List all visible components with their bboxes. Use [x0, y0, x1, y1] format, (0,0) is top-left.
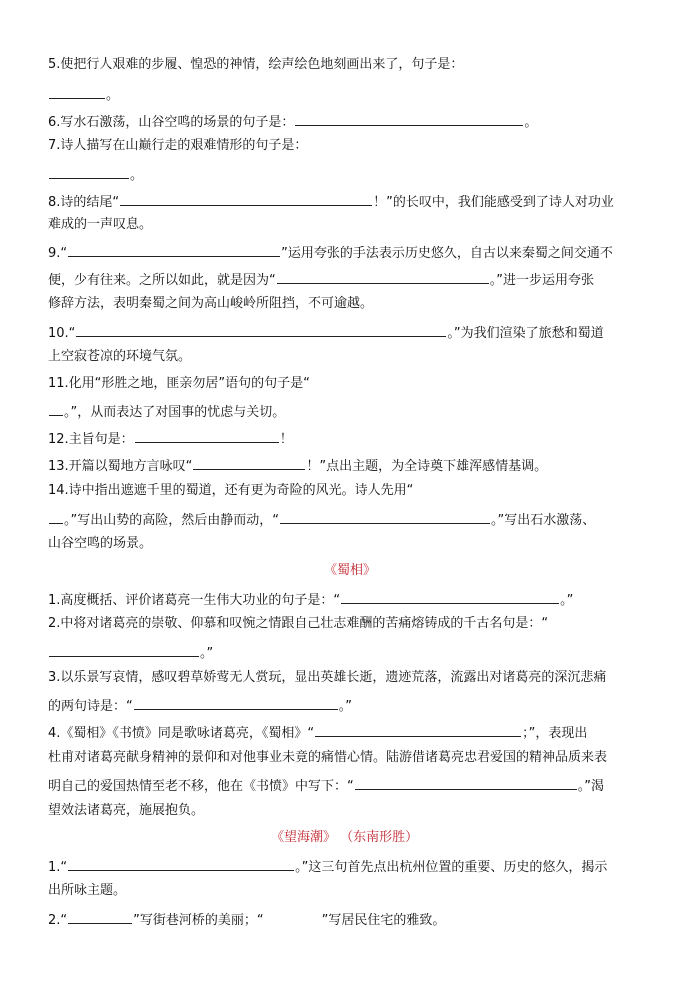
- q8-line2: 难成的一声叹息。: [48, 217, 153, 232]
- q12-line: 12.主旨句是： ！: [48, 428, 293, 449]
- answer-blank[interactable]: [134, 695, 338, 710]
- answer-blank[interactable]: [49, 401, 63, 416]
- answer-blank[interactable]: [49, 509, 63, 524]
- q8-line: 8.诗的结尾“ ！”的长叹中，我们能感受到了诗人对功业: [48, 191, 614, 212]
- w1-line2: 出所咏主题。: [48, 883, 127, 898]
- q14-line2: 。”写出山势的高险，然后由静而动，“ 。”写出石水激荡、: [48, 509, 595, 530]
- s3-line2: 的两句诗是：“ 。”: [48, 695, 352, 716]
- s1-line: 1.高度概括、评价诸葛亮一生伟大功业的句子是：“ 。”: [48, 589, 573, 610]
- q7-answer: 。: [48, 164, 143, 185]
- s2-answer: 。”: [48, 642, 213, 663]
- q13-line: 13.开篇以蜀地方言咏叹“ ！”点出主题，为全诗奠下雄浑感情基调。: [48, 455, 547, 476]
- q7-line: 7.诗人描写在山巅行走的艰难情形的句子是：: [48, 138, 308, 153]
- answer-blank[interactable]: [341, 589, 559, 604]
- answer-blank[interactable]: [280, 509, 490, 524]
- answer-blank[interactable]: [120, 191, 372, 206]
- answer-blank[interactable]: [68, 909, 132, 924]
- q5-line: 5.使把行人艰难的步履、惶恐的神情，绘声绘色地刻画出来了，句子是：: [48, 57, 464, 72]
- answer-blank[interactable]: [68, 856, 294, 871]
- section-title-wanghaichao: 《望海潮》 （东南形胜）: [271, 830, 419, 845]
- q5-answer: 。: [48, 84, 119, 105]
- answer-blank[interactable]: [193, 455, 305, 470]
- q14-line: 14.诗中指出遮遮千里的蜀道，还有更为奇险的风光。诗人先用“: [48, 483, 414, 498]
- answer-blank[interactable]: [277, 269, 489, 284]
- q11-answer: 。”，从而表达了对国事的忧虑与关切。: [48, 401, 285, 422]
- w2-line: 2.“ ”写街巷河桥的美丽；“ ”写居民住宅的雅致。: [48, 909, 445, 930]
- answer-blank[interactable]: [49, 84, 105, 99]
- q10-line2: 上空寂苍凉的环境气氛。: [48, 349, 192, 364]
- answer-blank[interactable]: [49, 642, 199, 657]
- q9-line: 9.“ ”运用夸张的手法表示历史悠久，自古以来秦蜀之间交通不: [48, 242, 613, 263]
- w1-line: 1.“ 。”这三句首先点出杭州位置的重要、历史的悠久，揭示: [48, 856, 607, 877]
- answer-blank[interactable]: [68, 242, 280, 257]
- answer-blank[interactable]: [135, 428, 279, 443]
- s3-line: 3.以乐景写哀情，感叹碧草娇莺无人赏玩，显出英雄长逝，遗迹荒落，流露出对诸葛亮的深沉悲痛: [48, 670, 607, 685]
- answer-blank[interactable]: [355, 775, 577, 790]
- answer-blank[interactable]: [76, 322, 446, 337]
- q14-line3: 山谷空鸣的场景。: [48, 536, 153, 551]
- answer-blank[interactable]: [315, 722, 521, 737]
- section-title-shuxiang: 《蜀相》: [324, 563, 377, 578]
- q9-line3: 修辞方法，表明秦蜀之间为高山峻岭所阻挡，不可逾越。: [48, 296, 374, 311]
- answer-blank[interactable]: [49, 164, 129, 179]
- s4-line3: 明自己的爱国热情至老不移，他在《书愤》中写下：“ 。”渴: [48, 775, 604, 796]
- s4-line2: 杜甫对诸葛亮献身精神的景仰和对他事业未竟的痛惜心情。陆游借诸葛亮忠君爱国的精神品质来表: [48, 750, 608, 765]
- q6-line: 6.写水石激荡，山谷空鸣的场景的句子是： 。: [48, 111, 537, 132]
- q10-line: 10.“ 。”为我们渲染了旅愁和蜀道: [48, 322, 604, 343]
- s2-line: 2.中将对诸葛亮的崇敬、仰慕和叹惋之情跟自己壮志难酬的苦痛熔铸成的千古名句是：“: [48, 616, 549, 631]
- s4-line4: 望效法诸葛亮，施展抱负。: [48, 803, 205, 818]
- answer-blank[interactable]: [295, 111, 523, 126]
- s4-line: 4.《蜀相》《书愤》同是歌咏诸葛亮，《蜀相》“ ；”，表现出: [48, 722, 587, 743]
- q9-line2: 便，少有往来。之所以如此，就是因为“ 。”进一步运用夸张: [48, 269, 594, 290]
- q11-line: 11.化用“形胜之地，匪亲勿居”语句的句子是“: [48, 376, 310, 391]
